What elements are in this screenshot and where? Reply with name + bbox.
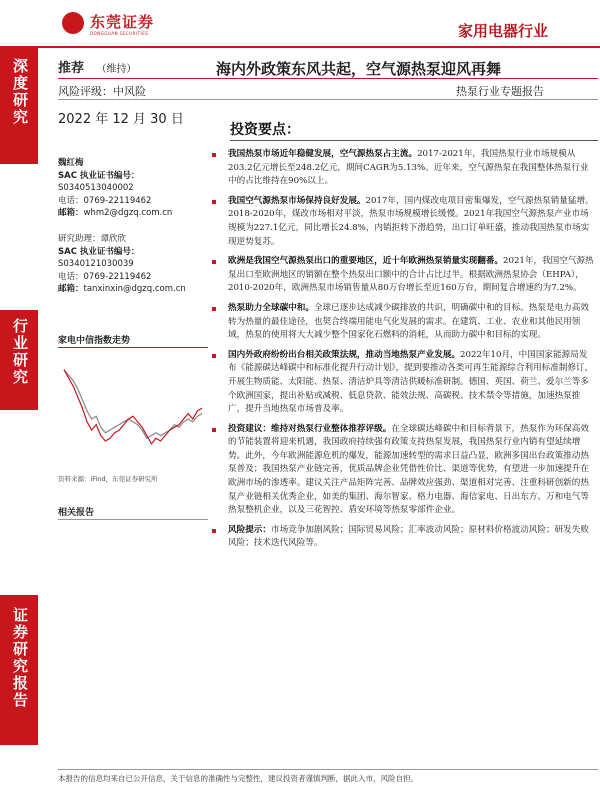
bullet-item	[214, 524, 594, 551]
key-points-title: 投资要点：	[230, 122, 300, 138]
chart-title-rule	[58, 347, 208, 348]
bullet-text: 在全球碳达峰碳中和目标背景下，热泵作为环保高效的节能装置将迎来机遇，我国政府持续强有政策支持热泵发展，我国热泵行业内销有望延续增势。此外，今年欧洲能源危机的爆发，能源加速转型的需求日益凸显，欧洲多国出台政策推动热泵普及；我国热泵产业链完善，优质品牌企业凭借性价比、渠道等优势，有望进一步加速提升在欧洲市场的渗透率。建议关注产品矩阵完善、品牌效应强劲、渠道相对完善、注重科研创新的热泵产业链相关优秀企业，如美的集团、海尔智家、格力电器、海信家电、日出东方、万和电气等热泵整机企业，以及三花智控、盾安环境等热泵零部件企业。	[228, 423, 589, 516]
bullet-marker-icon	[212, 200, 216, 204]
side-label-report: 证券研究报告	[11, 607, 29, 709]
brand-name: 东莞证券	[90, 13, 155, 31]
bullet-item	[214, 302, 594, 343]
bullet-item	[214, 255, 594, 296]
footer-disclaimer: 本报告的信息均来自已公开信息，关于信息的准确性与完整性，建议投资者谨慎判断，据此入市，风险自担。	[58, 774, 418, 783]
related-title: 相关报告	[58, 508, 95, 518]
assistant-license-label: SAC 执业证书编号：	[58, 246, 140, 257]
key-points-list	[214, 148, 594, 557]
bullet-marker-icon	[212, 307, 216, 311]
side-band-2	[0, 310, 38, 410]
series-line	[64, 370, 202, 439]
industry-label: 家用电器行业	[458, 22, 549, 40]
series-hs300	[64, 370, 202, 439]
bullet-text: 2022年10月，中国国家能源局发布《能源碳达峰碳中和标准化提升行动计划》，提到要推动各类可再生能源综合利用标准制修订，开展生物质能、太阳能、热泵、清洁炉具等清洁供暖标准研制。德国、英国、荷兰、爱尔兰等多个欧洲国家，提出补贴或减税、低息贷款、能效法规、高碳税、技术禁令等措施，加速热泵推广，提升当地热泵市场普及率。	[228, 349, 594, 415]
logo-icon	[62, 12, 84, 34]
bullet-heading: 我国热泵市场近年稳健发展，空气源热泵占主流。	[228, 149, 418, 159]
assistant-title: 研究助理：谭欣欣	[58, 234, 127, 244]
bullet-marker-icon	[212, 354, 216, 358]
bullet-marker-icon	[212, 153, 216, 157]
analyst-name: 魏红梅	[58, 158, 84, 168]
analyst-email-label: 邮箱：	[58, 208, 84, 218]
bullet-item	[214, 195, 594, 249]
bullet-heading: 国内外政府纷纷出台相关政策法规，推动当地热泵产业发展。	[228, 349, 461, 360]
assistant-email[interactable]: tanxinxin@dgzq.com.cn	[83, 284, 186, 294]
side-label-deep: 深度研究	[11, 58, 29, 126]
assistant-email-label: 邮箱：	[58, 284, 84, 294]
bullet-heading: 我国空气源热泵市场保持良好发展。	[228, 195, 366, 206]
rating-label: 推荐	[58, 61, 85, 76]
assistant-license: S0340121030039	[58, 259, 134, 269]
related-rule	[58, 519, 208, 520]
bullet-heading: 投资建议：维持对热泵行业整体推荐评级。	[228, 423, 392, 434]
side-band-1	[0, 48, 38, 164]
bullet-text: 2017年，国内煤改电项目密集爆发，空气源热泵销量猛增。2018-2020年，煤改市场相对平淡，热泵市场规模增长缓慢。2021年我国空气源热泵产业市场规模为227.1亿元，同比增长24.8%，内销拒转下滑趋势，出口订单旺盛，推动我国热泵市场实现逆势复苏。	[228, 195, 594, 247]
sub-rule	[58, 99, 598, 100]
title-rule	[58, 78, 598, 79]
bullet-text: 2017-2021年，我国热泵行业市场规模从203.2亿元增长至248.2亿元，期间CAGR为5.13%。近年来，空气源热泵在我国整体热泵行业中的占比维持在90%以上。	[228, 149, 589, 187]
bullet-heading: 风险提示：	[228, 524, 271, 535]
bullet-marker-icon	[212, 529, 216, 533]
side-band-3	[0, 595, 38, 745]
bullet-text: 市场竞争加剧风险；国际贸易风险；汇率波动风险；原材料价格波动风险；研发失败风险；技术迭代风险等。	[228, 524, 589, 549]
report-title: 海内外政策东风共起，空气源热泵迎风再舞	[216, 60, 502, 78]
report-date: 2022 年 12 月 30 日	[58, 112, 184, 127]
chart-source: 资料来源：iFind，东莞证券研究所	[58, 475, 158, 483]
chart-title: 家电中信指数走势	[58, 336, 131, 346]
bullet-heading: 热泵助力全球碳中和。	[228, 302, 314, 313]
rating	[58, 57, 137, 76]
analyst-license: S0340513040002	[58, 183, 134, 193]
risk-rating: 风险评级：中风险	[58, 85, 146, 98]
bullet-marker-icon	[212, 428, 216, 432]
assistant-phone: 电话：0769-22119462	[58, 271, 152, 282]
analyst-block	[58, 157, 208, 220]
analyst-phone: 电话：0769-22119462	[58, 195, 152, 206]
analyst-email[interactable]: whm2@dgzq.com.cn	[83, 208, 173, 218]
bullet-heading: 欧洲是我国空气源热泵出口的重要地区，近十年欧洲热泵销量实现翻番。	[228, 256, 504, 267]
side-label-industry: 行业研究	[11, 318, 29, 386]
bullet-item	[214, 349, 594, 417]
index-chart	[58, 350, 208, 458]
report-type: 热泵行业专题报告	[456, 85, 544, 98]
analyst-license-label: SAC 执业证书编号：	[58, 170, 140, 181]
header-rule	[0, 46, 600, 48]
bullet-text: 全球已逐步达成减少碳排放的共识，明确碳中和的目标。热泵是电力高效转为热量的最佳途径，也契合终端用能电气化发展的需求。在建筑、工业、农业和其他民用领域，热泵的使用将大大减少整个国家化石燃料的消耗，从而助力碳中和目标的实现。	[228, 302, 589, 341]
brand-name-en: DONGGUAN SECURITIES	[90, 31, 149, 36]
footer-rule	[58, 769, 598, 770]
rating-status: （维持）	[96, 64, 137, 75]
bullet-item	[214, 423, 594, 518]
assistant-block	[58, 233, 208, 296]
bullet-marker-icon	[212, 260, 216, 264]
bullet-text: 2021年，我国空气源热泵出口至欧洲地区的销额在整个热泵出口额中的合计占比过半。根据欧洲热泵协会（EHPA），2010-2020年，欧洲热泵市场销售量从80万台增长至近160万台，期间复合增速约为7.2%。	[228, 256, 594, 294]
bullet-item	[214, 148, 594, 189]
key-points-rule	[230, 140, 598, 141]
